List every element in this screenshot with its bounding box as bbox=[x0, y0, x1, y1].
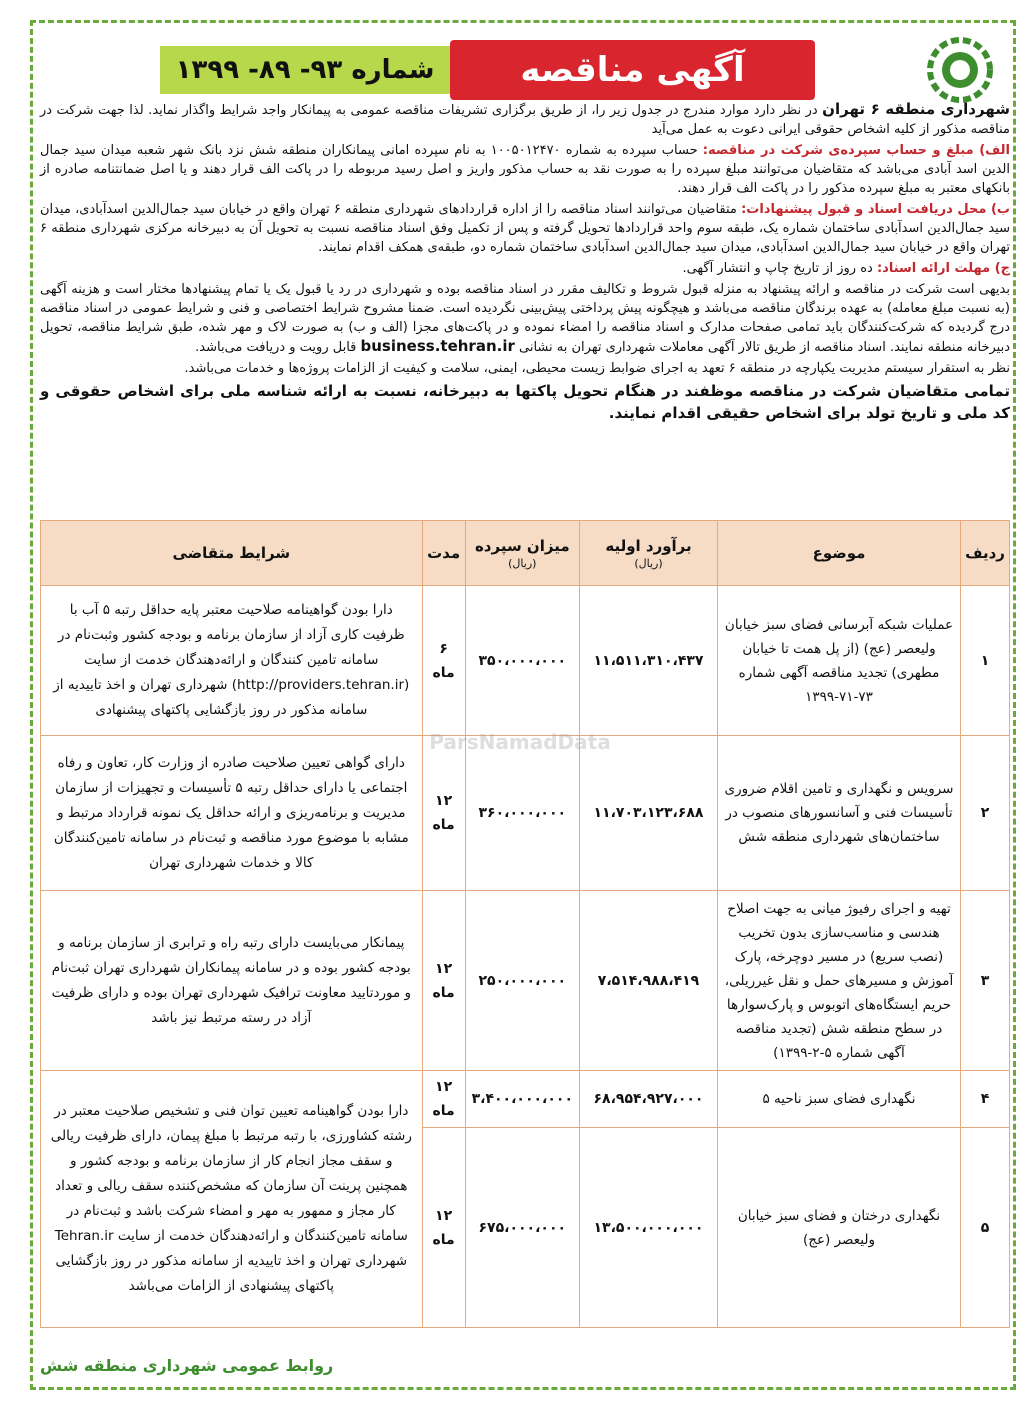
row-subject: نگهداری درختان و فضای سبز خیابان ولیعصر (عج) bbox=[718, 1128, 961, 1328]
section-b-text: متقاضیان می‌توانند اسناد مناقصه را از اداره قراردادهای شهرداری منطقه ۶ تهران واقع در خیابان سید جمال‌الدین اسدآبادی، میدان سید جمال‌الدین اسدآبادی ساختمان شماره یک، طبقه سوم واحد قراردادها تحویل گرفته و پس از تکمیل وفق اسناد مناقصه نسبت به تحویل آن به دبیرخانه مرکزی شهرداری منطقه ۶ تهران واقع در خیابان سید جمال‌الدین اسدآبادی، میدان سید جمال‌الدین اسدآبادی ساختمان شماره دو، طبقه‌ی همکف اقدام نمایند. bbox=[40, 202, 1010, 255]
row-estimate: ۱۱،۵۱۱،۳۱۰،۴۳۷ bbox=[580, 586, 718, 736]
row-subject: نگهداری فضای سبز ناحیه ۵ bbox=[718, 1071, 961, 1128]
row-duration: ۱۲ ماه bbox=[422, 891, 465, 1071]
row-duration: ۶ ماه bbox=[422, 586, 465, 736]
row-estimate: ۱۳،۵۰۰،۰۰۰،۰۰۰ bbox=[580, 1128, 718, 1328]
paragraph-1-end: قابل رویت و دریافت می‌باشد. bbox=[195, 340, 361, 355]
row-deposit: ۲۵۰،۰۰۰،۰۰۰ bbox=[465, 891, 579, 1071]
row-number: ۳ bbox=[961, 891, 1010, 1071]
row-duration: ۱۲ ماه bbox=[422, 1071, 465, 1128]
row-conditions: دارا بودن گواهینامه تعیین توان فنی و تشخیص صلاحیت معتبر در رشته کشاورزی، با رتبه مرتبط با مبلغ پیمان، دارای ظرفیت ریالی و سقف مجاز انجام کار از سازمان برنامه و بودجه کشور و همچنین پرینت آن سازمان که مشخص‌کننده سقف ریالی و تعداد کار مجاز و ممهور به مهر و امضاء شرکت باشد و ثبت‌نام در سامانه تامین‌کنندگان و ارائه‌دهندگان خدمت از سایت Tehran.ir شهرداری تهران و اخذ تاییدیه از سامانه مذکور در روز بازگشایی پاکتهای پیشنهادی از الزامات می‌باشد bbox=[41, 1071, 423, 1328]
section-c-heading: ج) مهلت ارائه اسناد: bbox=[876, 261, 1010, 276]
header-deposit: میزان سپرده (ریال) bbox=[465, 521, 579, 586]
paragraph-1: بدیهی است شرکت در مناقصه و ارائه پیشنهاد به منزله قبول شروط و تکالیف مقرر در اسناد مناقصه بوده و شهرداری در رد یا قبول یک یا تمام پیشنهادها مختار است و هزینه آگهی (به نسبت مبلغ معامله) به عهده برندگان مناقصه می‌باشد و هیچگونه پیش پرداختی پیش‌بینی نگردیده است. ضمنا مشروح شرایط اختصاصی و فنی و شرایط عمومی در اسناد مناقصه درج گردیده که شرکت‌کنندگان باید تمامی صفحات مدارک و اسناد مناقصه را امضاء نموده و در پاکت‌های مجزا (الف و ب) به صورت لاک و مهر شده، طبق شرایط مناقصه، تحویل دبیرخانه منطقه نمایند. اسناد مناقصه از طریق تالار آگهی معاملات شهرداری تهران به نشانی bbox=[40, 282, 1010, 355]
row-number: ۴ bbox=[961, 1071, 1010, 1128]
row-number: ۲ bbox=[961, 736, 1010, 891]
table-header-row bbox=[41, 521, 1010, 586]
paragraph-3: تمامی متقاضیان شرکت در مناقصه موظفند در هنگام تحویل پاکتها به دبیرخانه، نسبت به ارائه شناسه ملی برای اشخاص حقوقی و کد ملی و تاریخ تولد برای اشخاص حقیقی اقدام نمایند. bbox=[40, 382, 1010, 422]
row-conditions: پیمانکار می‌بایست دارای رتبه راه و ترابری از سازمان برنامه و بودجه کشور بوده و در سامانه پیمانکاران شهرداری تهران ثبت‌نام و موردتایید معاونت ترافیک شهرداری تهران بوده و دارای ظرفیت آزاد در رسته مرتبط نیز باشد bbox=[41, 891, 423, 1071]
watermark: ParsNamadData bbox=[429, 730, 611, 754]
row-subject: عملیات شبکه آبرسانی فضای سبز خیابان ولیعصر (عج) (از پل همت تا خیابان مطهری) تجدید مناقصه آگهی شماره ۷۳-۷۱-۱۳۹۹ bbox=[718, 586, 961, 736]
table-row bbox=[41, 891, 1010, 1071]
tender-number: شماره ۹۳- ۸۹- ۱۳۹۹ bbox=[160, 46, 450, 94]
table-row bbox=[41, 736, 1010, 891]
page-title: آگهی مناقصه bbox=[450, 40, 815, 100]
row-deposit: ۳،۴۰۰،۰۰۰،۰۰۰ bbox=[465, 1071, 579, 1128]
row-conditions: دارای گواهی تعیین صلاحیت صادره از وزارت کار، تعاون و رفاه اجتماعی یا دارای حداقل رتبه ۵ تأسیسات و تجهیزات از سازمان مدیریت و برنامه‌ریزی و ارائه حداقل یک نمونه قرارداد مرتبط و مشابه با موضوع مورد مناقصه و ثبت‌نام در سامانه تامین‌کنندگان کالا و خدمات شهرداری تهران bbox=[41, 736, 423, 891]
table-row bbox=[41, 586, 1010, 736]
table-row bbox=[41, 1071, 1010, 1128]
row-estimate: ۱۱،۷۰۳،۱۲۳،۶۸۸ bbox=[580, 736, 718, 891]
section-a-text: حساب سپرده به شماره ۱۰۰۵۰۱۲۴۷۰ به نام سپرده امانی پیمانکاران منطقه شش نزد بانک شهر شعبه میدان سید جمال الدین اسد آبادی می‌باشد که متقاضیان می‌توانند مبلغ سپرده را به صورت نقد به حساب مذکور واریز و اصل رسید مربوطه را در پاکت الف قرار دهند و یا اصل ضمانتنامه صادره از بانکهای معتبر به مبلغ سپرده مذکور را در پاکت الف قرار دهند. bbox=[40, 143, 1010, 196]
intro-text: در نظر دارد موارد مندرج در جدول زیر را، از طریق برگزاری تشریفات مناقصه عمومی به پیمانکار واجد شرایط واگذار نماید. لذا جهت شرکت در مناقصه مذکور از کلیه اشخاص حقوقی ایرانی دعوت به عمل می‌آید bbox=[40, 103, 1010, 137]
header-duration: مدت bbox=[422, 521, 465, 586]
row-deposit: ۳۵۰،۰۰۰،۰۰۰ bbox=[465, 586, 579, 736]
header-row-number: ردیف bbox=[961, 521, 1010, 586]
row-number: ۵ bbox=[961, 1128, 1010, 1328]
row-number: ۱ bbox=[961, 586, 1010, 736]
header-estimate: برآورد اولیه (ریال) bbox=[580, 521, 718, 586]
tehran-municipality-logo-icon bbox=[920, 30, 1000, 110]
row-conditions: دارا بودن گواهینامه صلاحیت معتبر پایه حداقل رتبه ۵ آب با ظرفیت کاری آزاد از سازمان برنامه و بودجه کشور وثبت‌نام در سامانه تامین کنندگان و ارائه‌دهندگان خدمت از سایت (http://providers.tehran.ir) شهرداری تهران و اخذ تاییدیه از سامانه مذکور در روز بازگشایی پاکتهای پیشنهادی bbox=[41, 586, 423, 736]
website-link[interactable]: business.tehran.ir bbox=[360, 337, 515, 355]
header-subject: موضوع bbox=[718, 521, 961, 586]
section-c-text: ده روز از تاریخ چاپ و انتشار آگهی. bbox=[682, 261, 877, 276]
row-subject: سرویس و نگهداری و تامین اقلام ضروری تأسیسات فنی و آسانسورهای منصوب در ساختمان‌های شهرداری منطقه شش bbox=[718, 736, 961, 891]
row-deposit: ۳۶۰،۰۰۰،۰۰۰ bbox=[465, 736, 579, 891]
header-conditions: شرایط متقاضی bbox=[41, 521, 423, 586]
section-a-heading: الف) مبلغ و حساب سپرده‌ی شرکت در مناقصه: bbox=[702, 143, 1010, 158]
row-duration: ۱۲ ماه bbox=[422, 736, 465, 891]
row-estimate: ۷،۵۱۴،۹۸۸،۴۱۹ bbox=[580, 891, 718, 1071]
row-subject: تهیه و اجرای رفیوژ میانی به جهت اصلاح هندسی و مناسب‌سازی بدون تخریب (نصب سریع) در مسیر دوچرخه، پارک آموزش و مسیرهای حمل و نقل غیرریلی، حریم ایستگاه‌های اتوبوس و پارک‌سوارها در سطح منطقه شش (تجدید مناقصه آگهی شماره ۵-۲-۱۳۹۹) bbox=[718, 891, 961, 1071]
row-duration: ۱۲ ماه bbox=[422, 1128, 465, 1328]
row-estimate: ۶۸،۹۵۴،۹۲۷،۰۰۰ bbox=[580, 1071, 718, 1128]
section-b-heading: ب) محل دریافت اسناد و قبول پیشنهادات: bbox=[741, 202, 1010, 217]
footer-public-relations: روابط عمومی شهرداری منطقه شش bbox=[40, 1356, 334, 1375]
tender-table bbox=[40, 520, 1010, 1328]
org-name: شهرداری منطقه ۶ تهران bbox=[822, 100, 1010, 118]
paragraph-2: نظر به استقرار سیستم مدیریت یکپارچه در منطقه ۶ تعهد به اجرای ضوابط زیست محیطی، ایمنی، سلامت و کیفیت از الزامات پروژه‌ها و خدمات می‌باشد. bbox=[184, 361, 1010, 376]
ad-body bbox=[40, 100, 1010, 426]
row-deposit: ۶۷۵،۰۰۰،۰۰۰ bbox=[465, 1128, 579, 1328]
